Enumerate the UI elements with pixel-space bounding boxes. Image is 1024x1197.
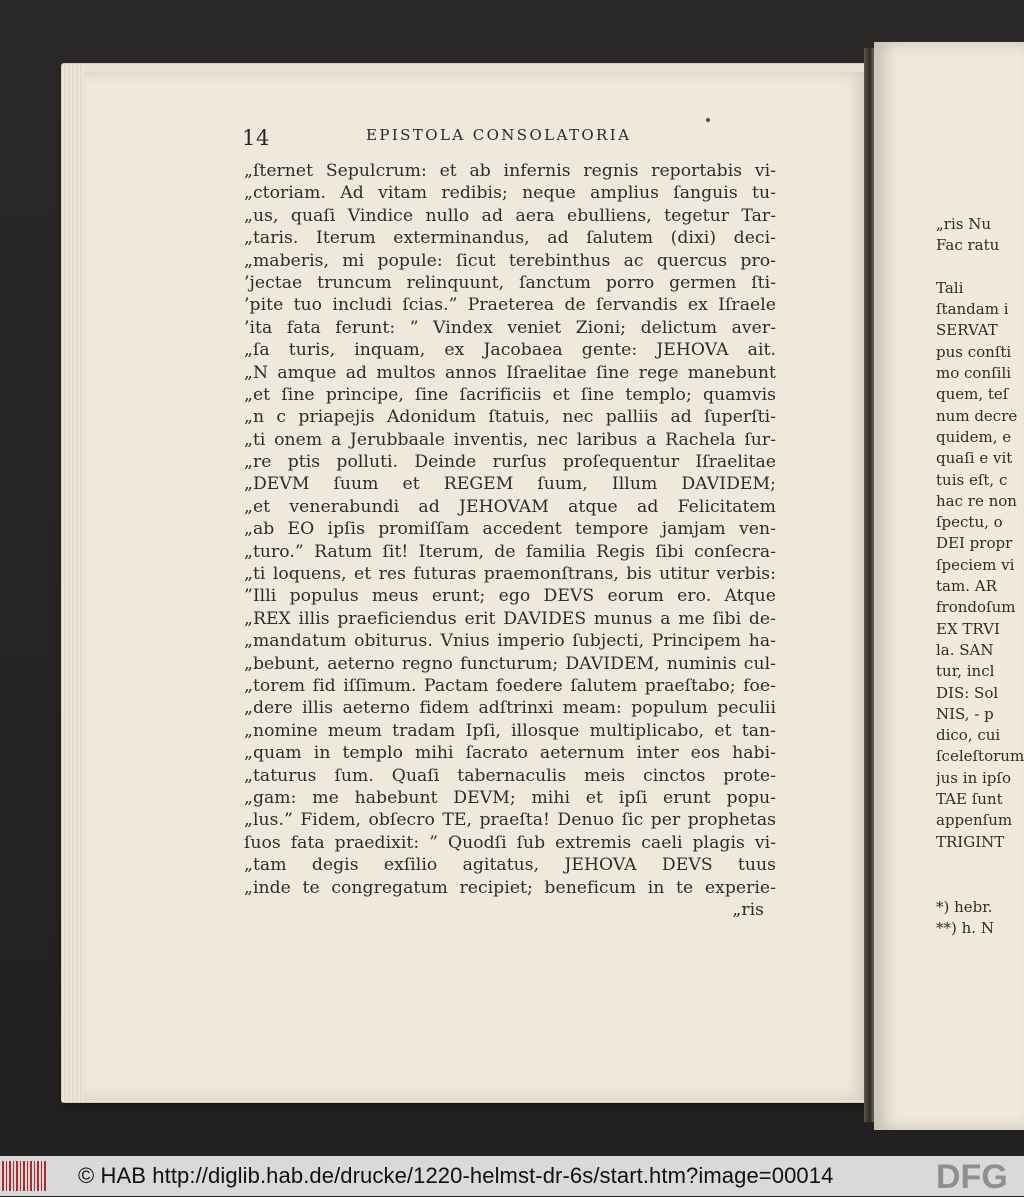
right-page-footnote: *) hebr. <box>936 897 993 916</box>
right-page-line: tam. AR <box>936 577 997 596</box>
text-line: „ti onem a Jerubbaale inventis, nec laribus a Rachela ſur- <box>244 429 776 450</box>
text-line: „mandatum obiturus. Vnius imperio ſubjecti, Principem ha- <box>244 631 776 652</box>
text-line: „nomine meum tradam Ipſi, illosque multiplicabo, et tan- <box>244 720 776 741</box>
text-line: „DEVM ſuum et REGEM ſuum, Illum DAVIDEM; <box>244 474 776 495</box>
text-line: „ab EO ipſis promiſſam accedent tempore jamjam ven- <box>244 519 776 540</box>
text-line: „taturus ſum. Quaſi tabernaculis meis cinctos prote- <box>244 765 776 786</box>
right-page-line: NIS, - p <box>936 704 994 723</box>
text-line: „quam in templo mihi ſacrato aeternum inter eos habi- <box>244 743 776 764</box>
right-page-line: DIS: Sol <box>936 683 999 702</box>
text-line: ’pite tuo includi ſcias.” Praeterea de ſervandis ex Iſraele <box>244 295 776 316</box>
text-line: „us, quaſi Vindice nullo ad aera ebulliens, tegetur Tar- <box>244 205 776 226</box>
viewer-footer <box>0 1156 1024 1196</box>
text-line: „bebunt, aeterno regno functurum; DAVIDEM, numinis cul- <box>244 653 776 674</box>
text-line: „ti loquens, et res futuras praemonſtrans, bis utitur verbis: <box>244 564 776 585</box>
text-line: „dere illis aeterno fidem adſtrinxi meam: populum peculii <box>244 698 776 719</box>
text-line: „torem fid iſſimum. Pactam foedere ſalutem praeſtabo; foe- <box>244 675 776 696</box>
right-page-line <box>936 257 1024 278</box>
right-page-line: SERVAT <box>936 321 998 340</box>
text-line: „gam: me habebunt DEVM; mihi et ipſi erunt popu- <box>244 787 776 808</box>
text-line: „ctoriam. Ad vitam redibis; neque amplius ſanguis tu- <box>244 183 776 204</box>
right-page-line: frondoſum <box>936 598 1016 617</box>
book-gutter <box>864 48 874 1122</box>
right-page-footnote: **) h. N <box>936 919 994 938</box>
right-page-text <box>936 214 1024 940</box>
page-number: 14 <box>242 126 270 150</box>
right-page-line: TRIGINT <box>936 832 1005 851</box>
right-page-line: appenſum <box>936 811 1013 830</box>
text-line: „REX illis praeficiendus erit DAVIDES munus a me ſibi de- <box>244 608 776 629</box>
right-page-line: mo conſili <box>936 364 1012 383</box>
right-page-line: Fac ratu <box>936 236 1000 255</box>
text-line: ”Illi populus meus erunt; ego DEVS eorum ero. Atque <box>244 586 776 607</box>
right-page-line: tuis eſt, c <box>936 470 1008 489</box>
text-line: „inde te congregatum recipiet; beneficum in te experie- <box>244 877 776 898</box>
right-page-line: pus conſti <box>936 342 1012 361</box>
right-page-line: ſpeciem vi <box>936 555 1015 574</box>
right-page-line: ſpectu, o <box>936 513 1003 532</box>
text-line: „lus.” Fidem, obſecro TE, praeſta! Denuo ſic per prophetas <box>244 810 776 831</box>
text-line: „ſternet Sepulcrum: et ab infernis regnis reportabis vi- <box>244 161 776 181</box>
page-edges <box>62 64 84 1102</box>
right-page-line: quidem, e <box>936 427 1012 446</box>
text-line: „N amque ad multos annos Iſraelitae ſine rege manebunt <box>244 362 776 383</box>
text-line: „n c priapejis Adonidum ſtatuis, nec palliis ad ſuperſti- <box>244 407 776 428</box>
text-line: „tam degis exſilio agitatus, JEHOVA DEVS tuus <box>244 855 776 876</box>
right-page-line: ſtandam i <box>936 300 1009 319</box>
text-line: „et ſine principe, ſine ſacrificiis et ſine templo; quamvis <box>244 384 776 405</box>
right-page-line: DEI propr <box>936 534 1013 553</box>
catchword-line: „ris <box>732 899 764 920</box>
right-page-line: tur, incl <box>936 662 995 681</box>
right-page-line: dico, cui <box>936 726 1001 745</box>
right-page-line: ſceleſtorum <box>936 747 1024 766</box>
text-line: ’jectae truncum relinquunt, ſanctum porro germen ſti- <box>244 272 776 293</box>
text-line: „maberis, mi popule: ſicut terebinthus ac quercus pro- <box>244 250 776 271</box>
right-page-line: quaſi e vit <box>936 449 1013 468</box>
right-page-spacer <box>936 853 1024 897</box>
right-page-line: num decre <box>936 406 1018 425</box>
right-page-line: „ris Nu <box>936 215 991 233</box>
ink-dot <box>706 118 710 122</box>
text-line: „ſa turis, inquam, ex Jacobaea gente: JEHOVA ait. <box>244 340 776 361</box>
text-line: ſuos fata praedixit: ” Quodſi ſub extremis caeli plagis vi- <box>244 832 776 853</box>
right-page-line: hac re non <box>936 491 1017 510</box>
text-line: „re ptis polluti. Deinde rurſus proſequentur Iſraelitae <box>244 452 776 473</box>
text-line: „taris. Iterum exterminandus, ad ſalutem (dixi) deci- <box>244 228 776 249</box>
text-line: ’ita fata ferunt: ” Vindex veniet Zioni; delictum aver- <box>244 317 776 338</box>
right-page-line: TAE ſunt <box>936 790 1003 809</box>
right-page-line: quem, teſ <box>936 385 1009 404</box>
text-line: „et venerabundi ad JEHOVAM atque ad Felicitatem <box>244 496 776 517</box>
running-title: EPISTOLA CONSOLATORIA <box>366 126 632 144</box>
source-url-text[interactable]: © HAB http://diglib.hab.de/drucke/1220-helmst-dr-6s/start.htm?image=00014 <box>78 1163 834 1188</box>
right-page-line: Tali <box>936 278 964 297</box>
text-line: „turo.” Ratum ſit! Iterum, de familia Regis ſibi conſecra- <box>244 541 776 562</box>
hab-logo-icon <box>2 1161 46 1191</box>
right-page-line: EX TRVI <box>936 619 1000 638</box>
running-head <box>242 124 692 148</box>
right-page-line: jus in ipſo <box>936 768 1011 787</box>
right-page-line: la. SAN <box>936 640 994 659</box>
main-text-block <box>244 160 776 920</box>
dfg-logo: DFG <box>936 1158 1008 1196</box>
